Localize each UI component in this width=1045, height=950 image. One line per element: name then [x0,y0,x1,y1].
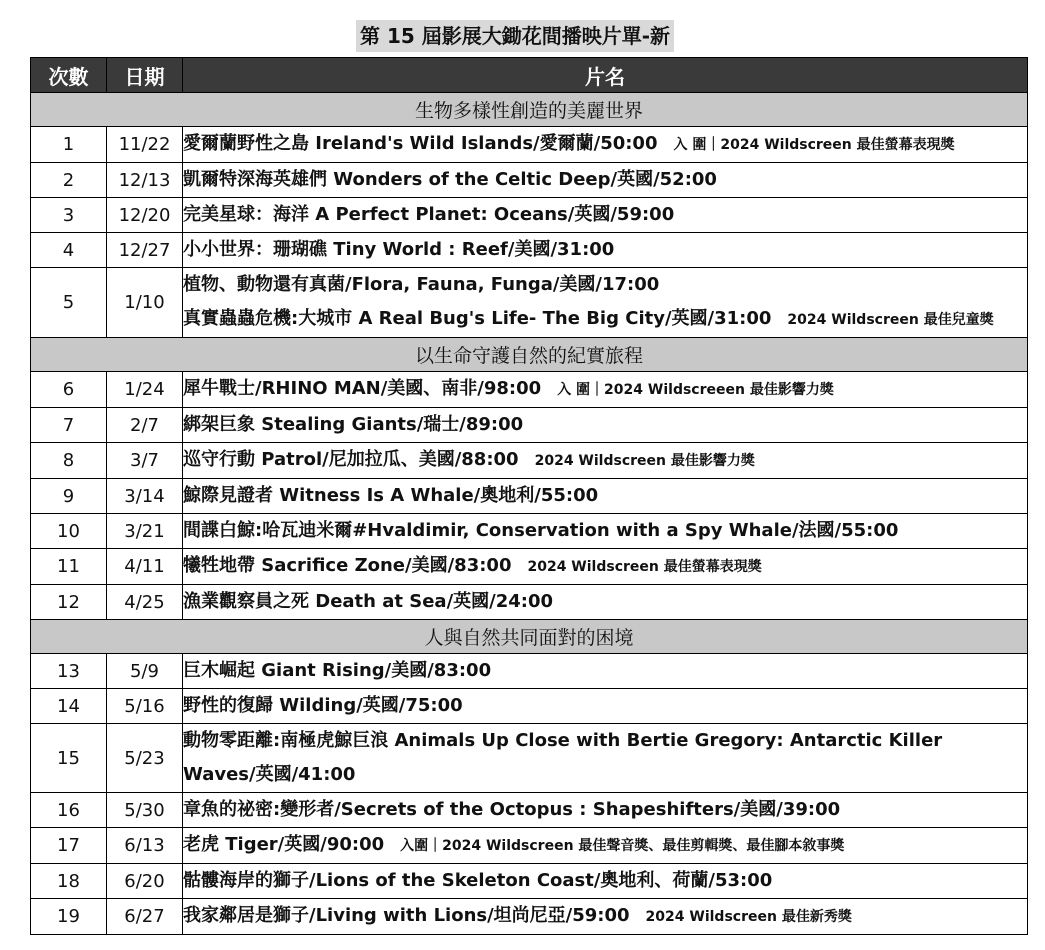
film-cell [183,233,1028,268]
section-heading-row [31,338,1028,372]
film-line [183,372,1027,407]
film-cell [183,654,1028,689]
award-note: 入圍｜2024 Wildscreen 最佳聲音獎、最佳剪輯獎、最佳腳本敘事獎 [400,838,845,854]
film-line [183,198,1027,232]
film-title: 動物零距離:南極虎鯨巨浪 Animals Up Close with Bertie Gregory: Antarctic Killer [183,730,943,751]
film-title: 真實蟲蟲危機:大城市 A Real Bug's Life- The Big City/英國/31:00 [183,308,772,329]
film-title: 老虎 Tiger/英國/90:00 [183,834,385,855]
header-film: 片名 [183,58,1028,93]
film-cell [183,828,1028,864]
screening-date: 1/10 [107,268,183,338]
screening-number: 2 [31,163,107,198]
film-cell [183,372,1028,408]
table-row [31,549,1028,585]
screening-date: 3/21 [107,514,183,549]
film-cell [183,689,1028,724]
film-title: 犀牛戰士/RHINO MAN/美國、南非/98:00 [183,378,542,399]
award-note: 2024 Wildscreen 最佳影響力獎 [534,453,755,469]
screening-number: 14 [31,689,107,724]
screening-date: 3/7 [107,443,183,479]
screening-date: 6/27 [107,899,183,935]
table-row [31,443,1028,479]
film-line [183,864,1027,898]
award-note: 2024 Wildscreen 最佳螢幕表現獎 [527,559,762,575]
screening-date: 11/22 [107,127,183,163]
screening-date: 5/16 [107,689,183,724]
screening-number: 8 [31,443,107,479]
screening-number: 9 [31,479,107,514]
table-row [31,585,1028,620]
table-row [31,689,1028,724]
film-title: 植物、動物還有真菌/Flora, Fauna, Funga/美國/17:00 [183,274,660,295]
film-cell [183,549,1028,585]
table-row [31,514,1028,549]
film-title: Waves/英國/41:00 [183,764,356,785]
screening-number: 11 [31,549,107,585]
screening-number: 10 [31,514,107,549]
film-line [183,302,1027,337]
table-row [31,479,1028,514]
film-line [183,585,1027,619]
screening-date: 6/13 [107,828,183,864]
film-cell [183,899,1028,935]
film-line [183,689,1027,723]
award-note: 2024 Wildscreen 最佳兒童獎 [787,312,994,328]
screening-number: 7 [31,408,107,443]
film-line [183,408,1027,442]
table-row [31,233,1028,268]
film-line [183,443,1027,478]
screening-date: 1/24 [107,372,183,408]
table-row [31,408,1028,443]
table-row [31,793,1028,828]
film-line [183,758,1027,792]
table-row [31,127,1028,163]
film-cell [183,864,1028,899]
table-row [31,899,1028,935]
film-title: 野性的復歸 Wilding/英國/75:00 [183,695,463,716]
film-line [183,479,1027,513]
section-heading-row [31,620,1028,654]
film-title: 犧牲地帶 Sacrifice Zone/美國/83:00 [183,555,512,576]
award-note: 入 圍｜2024 Wildscreeen 最佳影響力獎 [557,382,834,398]
screening-date: 12/27 [107,233,183,268]
film-line [183,233,1027,267]
film-line [183,514,1027,548]
screening-number: 19 [31,899,107,935]
film-cell [183,443,1028,479]
table-row [31,864,1028,899]
page-title: 第 15 屆影展大鋤花間播映片單-新 [356,20,674,52]
screening-number: 12 [31,585,107,620]
screening-number: 17 [31,828,107,864]
film-line [183,828,1027,863]
section-heading-row [31,93,1028,127]
screening-date: 4/11 [107,549,183,585]
film-line [183,724,1027,758]
film-cell [183,585,1028,620]
table-row [31,828,1028,864]
film-title: 漁業觀察員之死 Death at Sea/英國/24:00 [183,591,554,612]
screening-date: 5/9 [107,654,183,689]
film-title: 間諜白鯨:哈瓦迪米爾#Hvaldimir, Conservation with a Spy Whale/法國/55:00 [183,520,899,541]
table-row [31,724,1028,793]
film-title: 巡守行動 Patrol/尼加拉瓜、美國/88:00 [183,449,519,470]
screening-date: 3/14 [107,479,183,514]
film-cell [183,514,1028,549]
screening-date: 5/30 [107,793,183,828]
screening-date: 12/13 [107,163,183,198]
screening-date: 6/20 [107,864,183,899]
film-title: 巨木崛起 Giant Rising/美國/83:00 [183,660,492,681]
film-title: 愛爾蘭野性之島 Ireland's Wild Islands/愛爾蘭/50:00 [183,133,658,154]
film-title: 章魚的祕密:變形者/Secrets of the Octopus : Shapeshifters/美國/39:00 [183,799,841,820]
film-cell [183,793,1028,828]
film-title: 小小世界：珊瑚礁 Tiny World : Reef/美國/31:00 [183,239,615,260]
film-line [183,127,1027,162]
screening-number: 13 [31,654,107,689]
screening-number: 15 [31,724,107,793]
screening-number: 1 [31,127,107,163]
table-row [31,268,1028,338]
table-row [31,163,1028,198]
section-heading: 生物多樣性創造的美麗世界 [31,93,1028,127]
table-row [31,372,1028,408]
film-cell [183,127,1028,163]
table-row [31,654,1028,689]
award-note: 2024 Wildscreen 最佳新秀獎 [645,909,852,925]
award-note: 入 圍｜2024 Wildscreen 最佳螢幕表現獎 [673,137,955,153]
screening-number: 18 [31,864,107,899]
film-title: 完美星球：海洋 A Perfect Planet: Oceans/英國/59:00 [183,204,675,225]
film-cell [183,198,1028,233]
table-row [31,198,1028,233]
table-header-row [31,58,1028,93]
film-cell [183,163,1028,198]
table-body [31,93,1028,935]
screening-number: 5 [31,268,107,338]
screening-date: 12/20 [107,198,183,233]
film-line [183,163,1027,197]
screening-number: 6 [31,372,107,408]
screening-date: 5/23 [107,724,183,793]
screening-number: 16 [31,793,107,828]
film-title: 綁架巨象 Stealing Giants/瑞士/89:00 [183,414,524,435]
film-cell [183,724,1028,793]
film-title: 鯨際見證者 Witness Is A Whale/奧地利/55:00 [183,485,599,506]
film-line [183,793,1027,827]
screening-number: 4 [31,233,107,268]
film-line [183,899,1027,934]
film-line [183,549,1027,584]
screening-number: 3 [31,198,107,233]
film-title: 骷髏海岸的獅子/Lions of the Skeleton Coast/奧地利、荷蘭/53:00 [183,870,773,891]
screening-date: 2/7 [107,408,183,443]
header-date: 日期 [107,58,183,93]
film-line [183,654,1027,688]
film-cell [183,268,1028,338]
film-title: 我家鄰居是獅子/Living with Lions/坦尚尼亞/59:00 [183,905,630,926]
film-line [183,268,1027,302]
section-heading: 人與自然共同面對的困境 [31,620,1028,654]
section-heading: 以生命守護自然的紀實旅程 [31,338,1028,372]
film-cell [183,408,1028,443]
screening-date: 4/25 [107,585,183,620]
film-cell [183,479,1028,514]
schedule-table [30,57,1028,935]
header-num: 次數 [31,58,107,93]
film-title: 凱爾特深海英雄們 Wonders of the Celtic Deep/英國/52:00 [183,169,717,190]
